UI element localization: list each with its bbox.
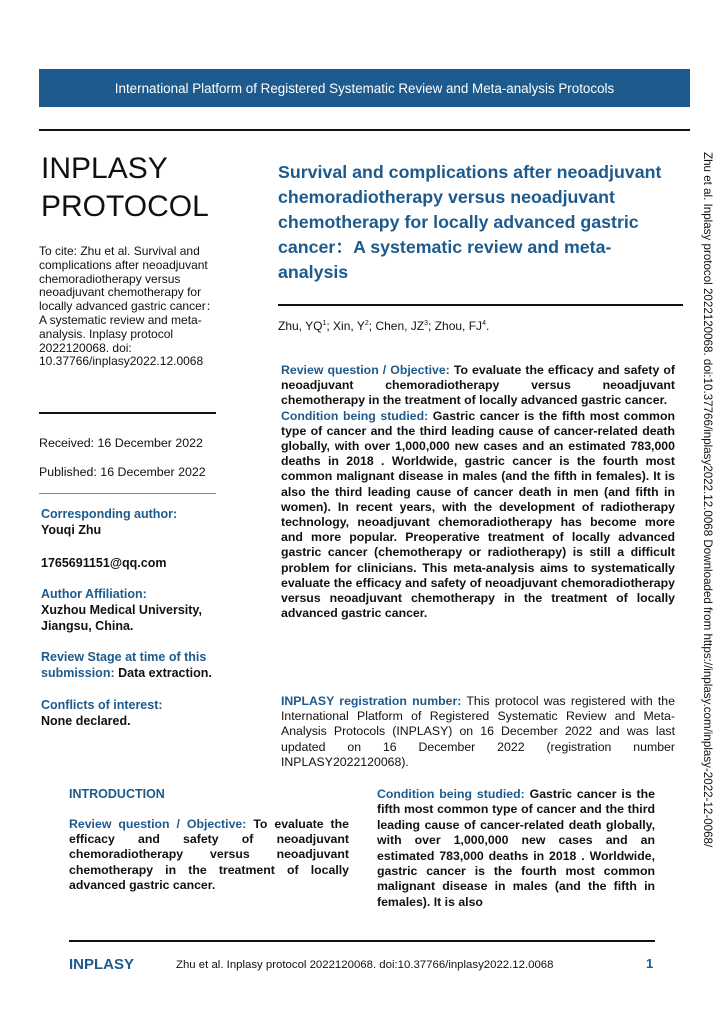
protocol-heading: [41, 150, 209, 226]
registration-block: [281, 694, 675, 770]
intro-condition-label: Condition being studied:: [377, 787, 525, 801]
paper-title: Survival and complications after neoadjuvant chemoradiotherapy versus neoadjuvant chemotherapy for locally advanced gastric cancer：A systematic review and meta-analysis: [278, 162, 662, 282]
protocol-heading-line1: INPLASY: [41, 152, 168, 185]
review-question-label: Review question / Objective:: [281, 363, 450, 377]
footer-brand: INPLASY: [69, 956, 135, 973]
review-question-text: To evaluate the efficacy and safety of neoadjuvant chemoradiotherapy versus neoadjuvant chemotherapy in the treatment of locally advanced gastric cancer.: [281, 363, 675, 408]
citation: To cite: Zhu et al. Survival and complications after neoadjuvant chemoradiotherapy versus neoadjuvant chemotherapy for locally advanced gastric cancer：A systematic review and meta-analysis. Inplasy protocol 2022120068. doi: 10.37766/inplasy2022.12.0068: [39, 244, 218, 369]
dates-divider: [39, 493, 216, 494]
author-4: Zhou, $FJ^4$.: [434, 319, 490, 333]
protocol-heading-line2: PROTOCOL: [41, 190, 209, 223]
review-stage-value: Data extraction.: [118, 666, 212, 680]
top-divider: [39, 129, 690, 131]
page-number: 1: [646, 956, 654, 971]
intro-review-text: To evaluate the efficacy and safety of neoadjuvant chemoradiotherapy versus neoadjuvant chemotherapy in the treatment of locally advanced gastric cancer.: [69, 817, 349, 892]
corresponding-author-name: Youqi Zhu: [41, 523, 102, 537]
received-date: Received: 16 December 2022: [39, 436, 203, 450]
review-stage-section: [41, 649, 226, 681]
intro-review-label: Review question / Objective:: [69, 817, 247, 831]
author-2: Xin, $Y^2$;: [333, 319, 376, 333]
intro-right-column: [377, 787, 655, 910]
footer-divider: [69, 940, 655, 942]
published-date: Published: 16 December 2022: [39, 465, 206, 479]
side-download-note: Zhu et al. Inplasy protocol 2022120068. doi:10.37766/inplasy2022.12.0068 Downloaded from https://inplasy.com/inplasy-2022-12-0068/: [701, 152, 714, 848]
intro-left-column: [69, 817, 349, 893]
affiliation-value: Xuzhou Medical University, Jiangsu, China.: [41, 603, 202, 633]
banner-text: International Platform of Registered Systematic Review and Meta-analysis Protocols: [114, 80, 615, 96]
condition-text: Gastric cancer is the fifth most common type of cancer and the third leading cause of cancer-related death globally, with over 1,000,000 new cases and an estimated 783,000 deaths in 2018 . Worldwide, gastric cancer is the fourth most common malignant disease in males (and the fifth in females). It is also the third leading cause of cancer death in men (and fifth in women). In recent years, with the development of radiotherapy technology, neoadjuvant chemoradiotherapy has become more and more popular. Preoperative treatment of locally advanced gastric cancer (chemotherapy or radiotherapy) is still a difficult problem for clinicians. This meta-analysis aims to systematically evaluate the efficacy and safety of neoadjuvant chemoradiotherapy versus neoadjuvant chemotherapy in the treatment of locally advanced gastric cancer.: [281, 408, 675, 621]
corresponding-author-section: [41, 506, 231, 538]
author-3: Chen, $JZ^3$;: [375, 319, 435, 333]
registration-label: INPLASY registration number:: [281, 694, 462, 708]
author-list: [278, 319, 489, 333]
intro-condition-text: Gastric cancer is the fifth most common type of cancer and the third leading cause of cancer-related death globally, with over 1,000,000 new cases and an estimated 783,000 deaths in 2018 . Worldwide, gastric cancer is the fourth most common malignant disease in males (and the fifth in females). It is also: [377, 787, 655, 909]
corresponding-author-label: Corresponding author:: [41, 507, 178, 521]
introduction-heading: INTRODUCTION: [69, 787, 165, 801]
author-1: Zhu, $YQ^1$;: [278, 319, 334, 333]
condition-label: Condition being studied:: [281, 408, 429, 423]
review-stage-label: Review Stage at time of this submission:: [41, 650, 207, 680]
header-banner: [39, 69, 690, 107]
registration-text: This protocol was registered with the International Platform of Registered Systematic Review and Meta-Analysis Protocols (INPLASY) on 16 December 2022 and was last updated on 16 December 2022 (registration number INPLASY2022120068).: [281, 694, 675, 769]
footer-citation: Zhu et al. Inplasy protocol 2022120068. doi:10.37766/inplasy2022.12.0068: [176, 959, 554, 971]
conflicts-label: Conflicts of interest:: [41, 698, 163, 712]
conflicts-value: None declared.: [41, 714, 131, 728]
affiliation-section: [41, 586, 231, 634]
affiliation-label: Author Affiliation:: [41, 587, 147, 601]
title-divider: [278, 304, 683, 306]
author-email: 1765691151@qq.com: [41, 556, 167, 570]
cite-divider: [39, 412, 216, 414]
conflicts-section: [41, 697, 231, 729]
abstract-body: [281, 363, 675, 621]
email-section: [41, 555, 231, 571]
